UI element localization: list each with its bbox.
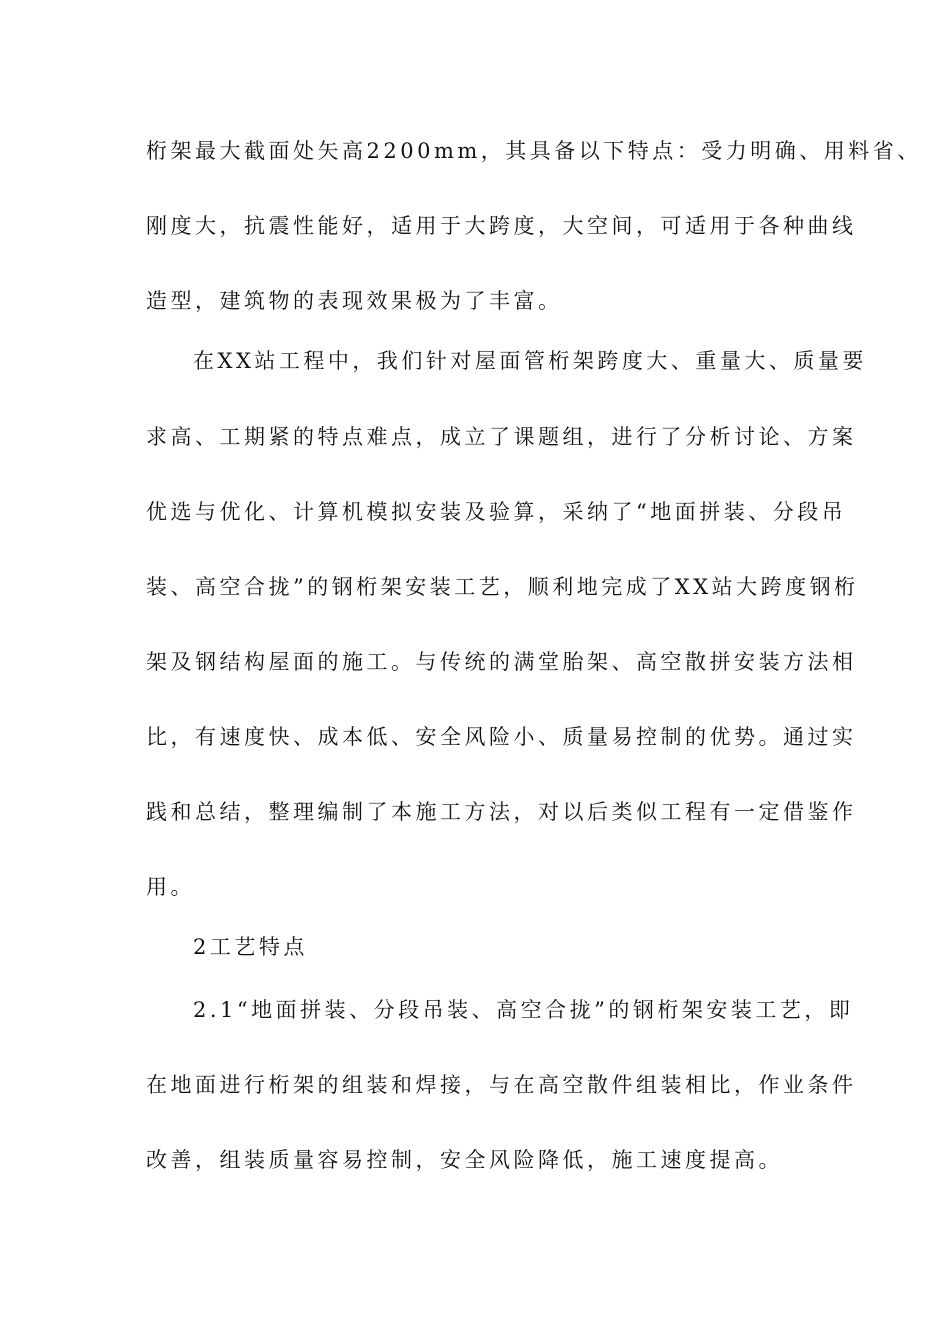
paragraph-line: 架及钢结构屋面的施工。与传统的满堂胎架、高空散拼安装方法相 [146,650,857,674]
paragraph-line: 改善，组装质量容易控制，安全风险降低，施工速度提高。 [146,1148,783,1172]
paragraph-line: 优选与优化、计算机模拟安装及验算，采纳了“地面拼装、分段吊 [146,500,847,524]
paragraph-line: 刚度大，抗震性能好，适用于大跨度，大空间，可适用于各种曲线 [146,214,857,238]
paragraph-line: 在XX站工程中，我们针对屋面管桁架跨度大、重量大、质量要 [193,349,867,373]
paragraph-line: 践和总结，整理编制了本施工方法，对以后类似工程有一定借鉴作 [146,800,857,824]
section-heading: 2工艺特点 [193,935,308,959]
paragraph-line: 装、高空合拢”的钢桁架安装工艺，顺利地完成了XX站大跨度钢桁 [146,575,859,599]
paragraph-line: 2.1“地面拼装、分段吊装、高空合拢”的钢桁架安装工艺，即 [193,998,854,1022]
paragraph-line: 求高、工期紧的特点难点，成立了课题组，进行了分析讨论、方案 [146,425,857,449]
paragraph-line: 桁架最大截面处矢高2200mm，其具备以下特点：受力明确、用料省、 [146,139,922,163]
paragraph-line: 造型，建筑物的表现效果极为了丰富。 [146,289,563,313]
paragraph-line: 用。 [146,875,195,899]
paragraph-line: 比，有速度快、成本低、安全风险小、质量易控制的优势。通过实 [146,725,857,749]
paragraph-line: 在地面进行桁架的组装和焊接，与在高空散件组装相比，作业条件 [146,1073,857,1097]
